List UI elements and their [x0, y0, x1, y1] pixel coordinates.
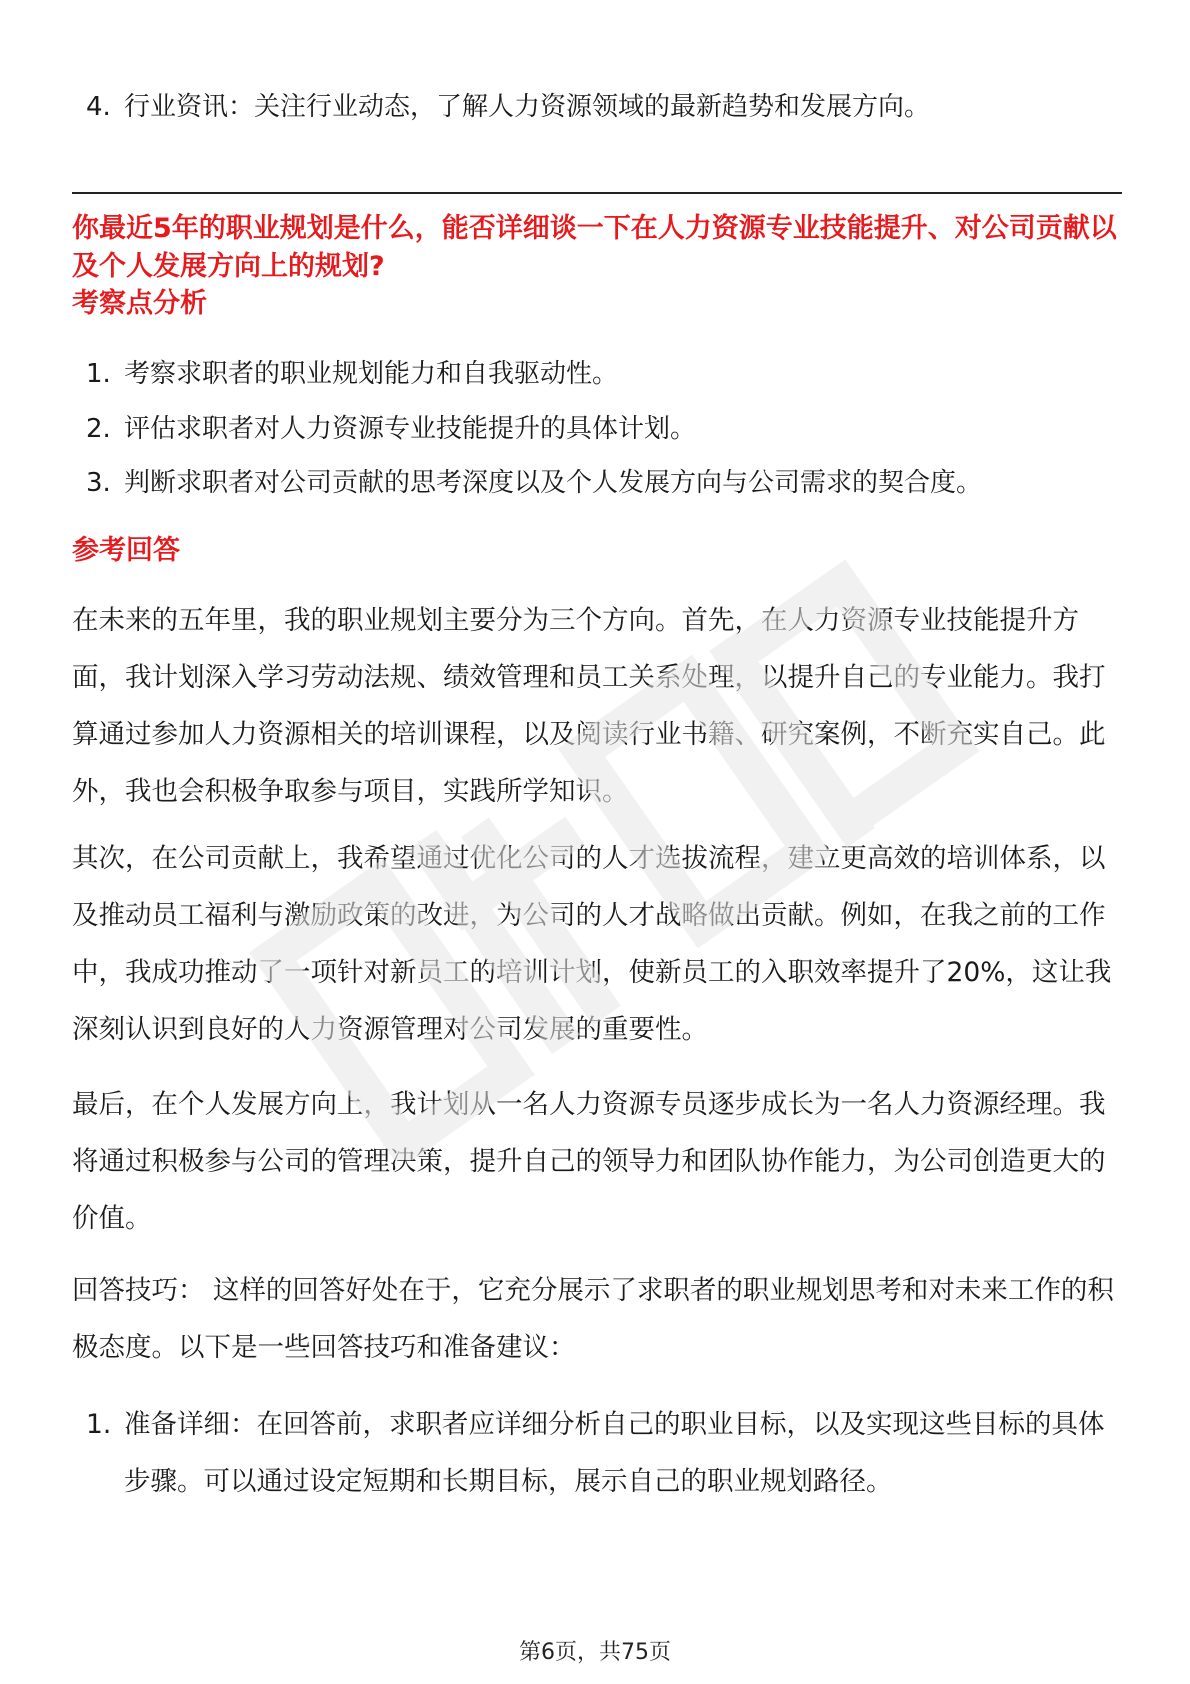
list-text: 评估求职者对人力资源专业技能提升的具体计划。: [124, 414, 697, 444]
list-number: 1.: [86, 359, 111, 389]
list-text: 行业资讯：关注行业动态，了解人力资源领域的最新趋势和发展方向。: [124, 92, 931, 122]
question-heading: 你最近5年的职业规划是什么，能否详细谈一下在人力资源专业技能提升、对公司贡献以及个人发展方向上的规划?: [72, 213, 1117, 282]
document-page: [72, 0, 1122, 1684]
list-number: 3.: [86, 468, 111, 498]
list-item: [86, 90, 1122, 124]
list-text: 准备详细：在回答前，求职者应详细分析自己的职业目标，以及实现这些目标的具体步骤。可以通过设定短期和长期目标，展示自己的职业规划路径。: [124, 1409, 1105, 1497]
answer-paragraph: 最后，在个人发展方向上，我计划从一名人力资源专员逐步成长为一名人力资源经理。我将通过积极参与公司的管理决策，提升自己的领导力和团队协作能力，为公司创造更大的价值。: [72, 1089, 1106, 1234]
analysis-heading: 考察点分析: [72, 288, 207, 319]
list-item: [86, 1396, 1122, 1510]
divider: [72, 192, 1122, 194]
list-number: 2.: [86, 414, 111, 444]
answer-heading: 参考回答: [72, 535, 180, 566]
answer-paragraph: 在未来的五年里，我的职业规划主要分为三个方向。首先，在人力资源专业技能提升方面，我计划深入学习劳动法规、绩效管理和员工关系处理，以提升自己的专业能力。我打算通过参加人力资源相关的培训课程，以及阅读行业书籍、研究案例，不断充实自己。此外，我也会积极争取参与项目，实践所学知识。: [72, 605, 1106, 807]
list-number: 4.: [86, 92, 111, 122]
tips-intro: 回答技巧： 这样的回答好处在于，它充分展示了求职者的职业规划思考和对未来工作的积极态度。以下是一些回答技巧和准备建议：: [72, 1275, 1114, 1363]
list-item: [86, 466, 1122, 500]
list-item: [86, 412, 1122, 446]
page-footer: 第6页，共75页: [519, 1640, 671, 1665]
list-item: [86, 357, 1122, 391]
list-text: 判断求职者对公司贡献的思考深度以及个人发展方向与公司需求的契合度。: [124, 468, 983, 498]
answer-paragraph: 其次，在公司贡献上，我希望通过优化公司的人才选拔流程，建立更高效的培训体系，以及推动员工福利与激励政策的改进，为公司的人才战略做出贡献。例如，在我之前的工作中，我成功推动了一项针对新员工的培训计划，使新员工的入职效率提升了20%，这让我深刻认识到良好的人力资源管理对公司发展的重要性。: [72, 843, 1112, 1045]
list-number: 1.: [86, 1409, 112, 1440]
list-text: 考察求职者的职业规划能力和自我驱动性。: [124, 359, 619, 389]
